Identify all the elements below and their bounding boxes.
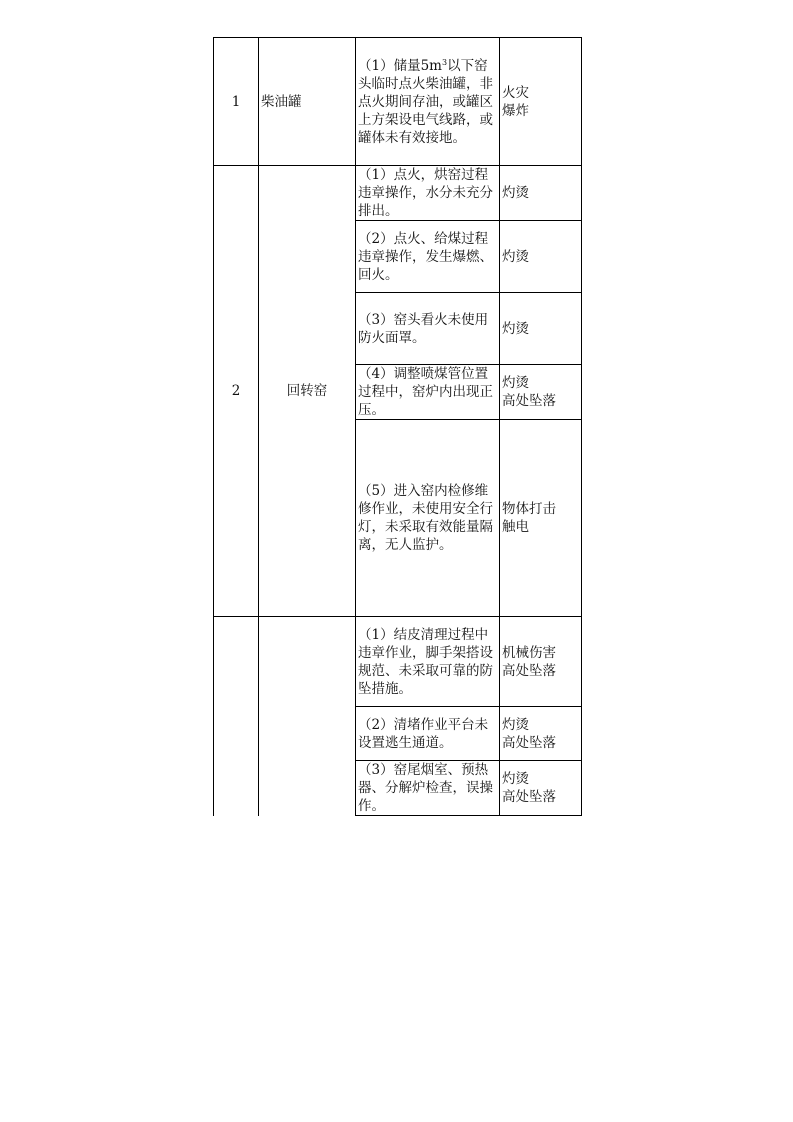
accident-type: 机械伤害 高处坠落 bbox=[500, 617, 582, 707]
accident-type: 灼烫 bbox=[500, 166, 582, 221]
hazard-description: （4）调整喷煤管位置过程中，窑炉内出现正压。 bbox=[356, 365, 500, 420]
accident-type: 物体打击 触电 bbox=[500, 420, 582, 617]
hazard-text-part: 以下窑头临时点火柴油罐，非点火期间存油，或罐区上方架设电气线路，或罐体未有效接地。 bbox=[358, 57, 493, 146]
item-number: 2 bbox=[214, 166, 259, 617]
accident-type: 灼烫 高处坠落 bbox=[500, 365, 582, 420]
table-row bbox=[214, 166, 582, 221]
item-number bbox=[214, 617, 259, 816]
hazard-text-part: （1）储量5m bbox=[358, 57, 442, 74]
hazard-description bbox=[356, 38, 500, 166]
hazard-table bbox=[213, 37, 582, 816]
table-row bbox=[214, 617, 582, 707]
accident-type: 灼烫 高处坠落 bbox=[500, 707, 582, 761]
accident-type: 灼烫 高处坠落 bbox=[500, 761, 582, 816]
accident-type: 灼烫 bbox=[500, 293, 582, 365]
hazard-description: （5）进入窑内检修维修作业，未使用安全行灯，未采取有效能量隔离，无人监护。 bbox=[356, 420, 500, 617]
equipment-name bbox=[259, 617, 356, 816]
hazard-description: （2）点火、给煤过程违章操作，发生爆燃、回火。 bbox=[356, 221, 500, 293]
hazard-description: （3）窑头看火未使用防火面罩。 bbox=[356, 293, 500, 365]
item-number: 1 bbox=[214, 38, 259, 166]
hazard-description: （3）窑尾烟室、预热器、分解炉检查，误操作。 bbox=[356, 761, 500, 816]
accident-type: 灼烫 bbox=[500, 221, 582, 293]
hazard-description: （1）结皮清理过程中违章作业，脚手架搭设规范、未采取可靠的防坠措施。 bbox=[356, 617, 500, 707]
equipment-name: 柴油罐 bbox=[259, 38, 356, 166]
accident-type: 火灾 爆炸 bbox=[500, 38, 582, 166]
hazard-description: （1）点火，烘窑过程违章操作，水分未充分排出。 bbox=[356, 166, 500, 221]
table-row bbox=[214, 38, 582, 166]
superscript: 3 bbox=[441, 57, 448, 67]
hazard-description: （2）清堵作业平台未设置逃生通道。 bbox=[356, 707, 500, 761]
equipment-name: 回转窑 bbox=[259, 166, 356, 617]
